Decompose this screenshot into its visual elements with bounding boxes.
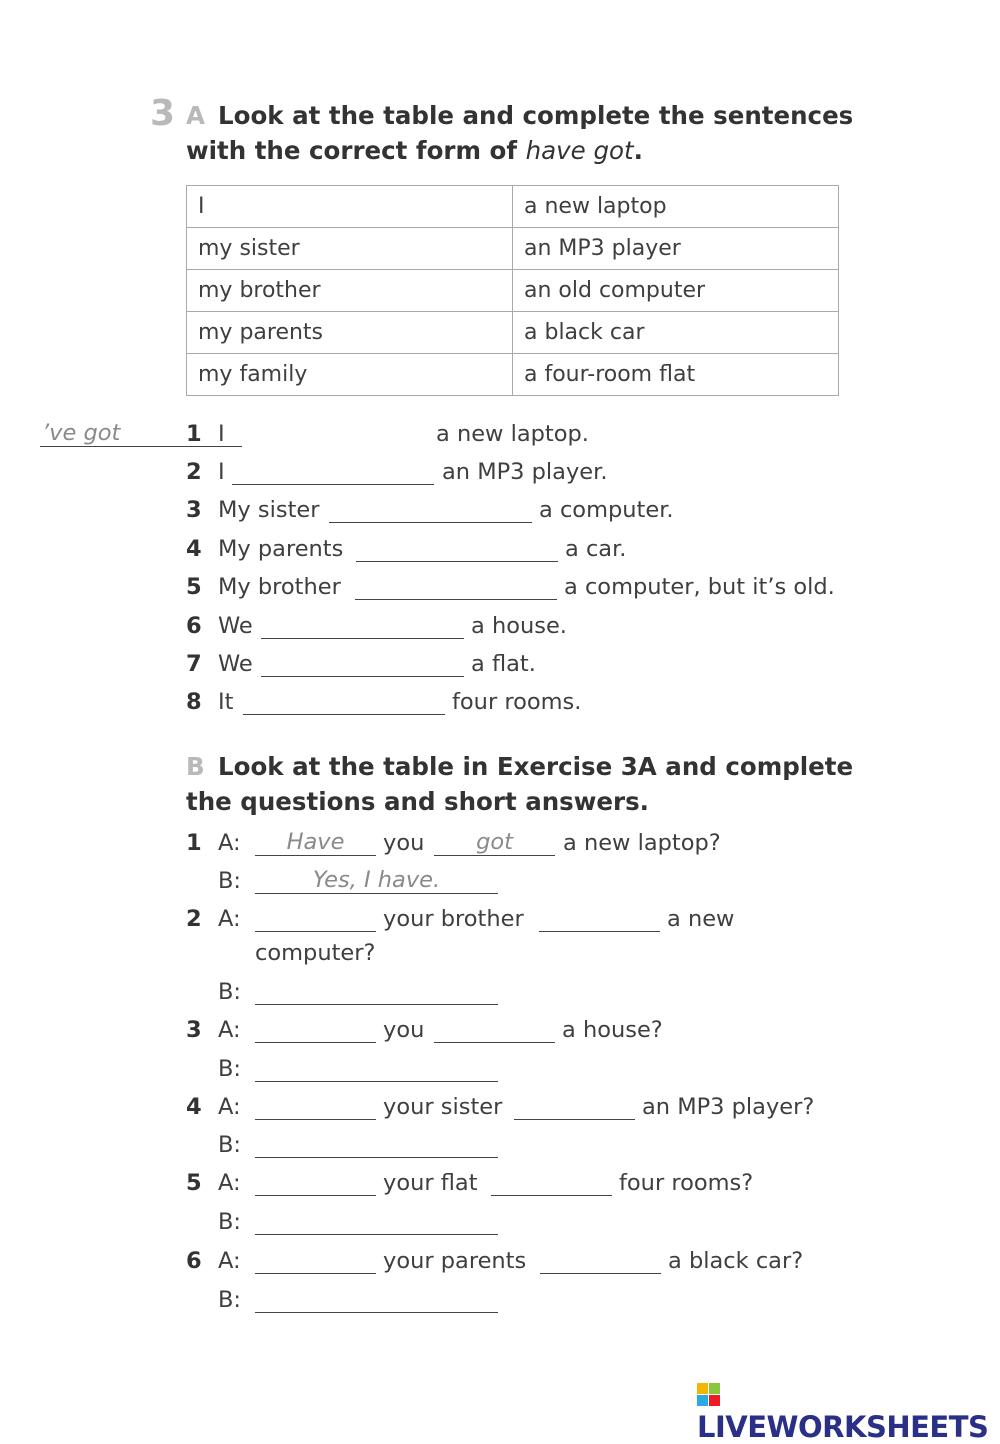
answer-text: Have [286,829,345,855]
sentence-end: a computer, but it’s old. [564,574,835,600]
sentence-end: a car. [565,536,627,562]
sentence-end: an MP3 player. [442,459,608,485]
table-cell-what: a black car [513,312,839,354]
question-number: 4 [186,1094,202,1120]
table-cell-who: my sister [187,228,513,270]
question-1-b [186,866,886,896]
question-4-b [186,1130,886,1160]
liveworksheets-logo-icon [697,1383,720,1406]
table-cell-who: I [187,186,513,228]
table-row [187,354,839,396]
sentence-number: 2 [186,459,202,485]
instruction-a-text: Look at the table and complete the sentences with the correct form of [186,101,854,165]
question-6-a [186,1246,886,1276]
table-cell-who: my brother [187,270,513,312]
answer-blank[interactable] [255,1093,376,1120]
sentence-number: 4 [186,536,202,562]
sentence-start: I [218,459,225,485]
answer-blank[interactable] [539,905,660,932]
answer-blank[interactable] [255,978,498,1005]
sentence-end: a new laptop. [436,421,589,447]
sentence-number: 5 [186,574,202,600]
sentence-end: four rooms. [452,689,582,715]
speaker-b-label: B: [218,1056,242,1082]
sentence-8 [186,687,886,717]
question-middle: your flat [383,1170,478,1196]
instruction-a-end: . [633,136,643,165]
speaker-b-label: B: [218,868,242,894]
question-number: 1 [186,830,202,856]
sentence-number: 1 [186,421,202,447]
answer-blank[interactable] [40,420,242,447]
answer-blank[interactable] [255,1131,498,1158]
sentence-end: a flat. [471,651,536,677]
question-end: a new laptop? [563,830,721,856]
answer-blank[interactable] [540,1247,661,1274]
sentence-number: 6 [186,613,202,639]
answer-blank[interactable] [255,1247,376,1274]
answer-blank[interactable] [434,1016,555,1043]
answer-blank[interactable] [255,1016,376,1043]
table-row [187,228,839,270]
question-end: a new [667,906,735,932]
table-cell-who: my parents [187,312,513,354]
question-3-a [186,1015,886,1045]
sentence-number: 7 [186,651,202,677]
question-end: an MP3 player? [642,1094,815,1120]
sentence-start: My sister [218,497,320,523]
exercise-number: 3 [150,93,176,134]
liveworksheets-logo[interactable] [697,1376,1000,1444]
speaker-a-label: A: [218,1170,241,1196]
table-cell-what: a new laptop [513,186,839,228]
question-end-line2: computer? [255,940,376,966]
question-1-a [186,828,886,858]
question-number: 5 [186,1170,202,1196]
speaker-a-label: A: [218,1248,241,1274]
question-number: 2 [186,906,202,932]
sentence-number: 3 [186,497,202,523]
sentence-start: It [218,689,234,715]
question-4-a [186,1092,886,1122]
instruction-a [186,98,870,168]
question-middle: your parents [383,1248,527,1274]
table-cell-what: a four-room flat [513,354,839,396]
table-row [187,312,839,354]
question-2-b [186,977,886,1007]
speaker-a-label: A: [218,830,241,856]
speaker-a-label: A: [218,1094,241,1120]
sentence-start: My parents [218,536,344,562]
answer-blank[interactable] [243,688,445,715]
question-middle: you [383,830,425,856]
question-middle: you [383,1017,425,1043]
answer-blank[interactable] [255,1286,498,1313]
question-5-a [186,1168,886,1198]
answer-text: got [476,829,513,855]
sentence-4 [186,534,886,564]
sentence-start: We [218,613,253,639]
question-end: a house? [562,1017,663,1043]
speaker-b-label: B: [218,1132,242,1158]
sentence-end: a computer. [539,497,674,523]
question-end: four rooms? [619,1170,754,1196]
possessions-table [186,185,839,396]
question-5-b [186,1207,886,1237]
speaker-b-label: B: [218,1287,242,1313]
answer-text: Yes, I have. [312,867,441,893]
question-3-b [186,1054,886,1084]
question-2-a [186,904,886,934]
answer-blank[interactable] [329,496,532,523]
answer-blank[interactable] [255,867,498,894]
table-row [187,270,839,312]
table-cell-what: an MP3 player [513,228,839,270]
logo-text: LIVEWORKSHEETS [697,1410,989,1444]
speaker-b-label: B: [218,1209,242,1235]
instruction-b: Look at the table in Exercise 3A and complete the questions and short answers. [186,752,854,816]
answer-blank[interactable] [255,829,376,856]
sentence-2 [186,457,886,487]
question-middle: your sister [383,1094,503,1120]
speaker-a-label: A: [218,1017,241,1043]
answer-blank[interactable] [514,1093,635,1120]
answer-text: ’ve got [42,420,121,446]
answer-blank[interactable] [261,612,464,639]
answer-blank[interactable] [255,905,376,932]
answer-blank[interactable] [255,1055,498,1082]
question-number: 3 [186,1017,202,1043]
question-2-a-cont [186,938,886,968]
sentence-start: We [218,651,253,677]
instruction-a-italic: have got [525,136,634,165]
question-end: a black car? [668,1248,804,1274]
answer-blank[interactable] [434,829,555,856]
exercise-letter-b: B [186,752,205,781]
sentence-6 [186,611,886,641]
speaker-a-label: A: [218,906,241,932]
question-middle: your brother [383,906,524,932]
table-cell-who: my family [187,354,513,396]
question-number: 6 [186,1248,202,1274]
sentence-3 [186,495,886,525]
answer-blank[interactable] [356,535,558,562]
answer-blank[interactable] [255,1169,376,1196]
answer-blank[interactable] [491,1169,612,1196]
answer-blank[interactable] [232,458,434,485]
sentence-start: I [218,421,225,447]
sentence-5 [186,572,886,602]
question-6-b [186,1285,886,1315]
sentence-1 [42,419,886,449]
sentence-7 [186,649,886,679]
sentence-start: My brother [218,574,341,600]
speaker-b-label: B: [218,979,242,1005]
exercise-letter-a: A [186,101,205,130]
answer-blank[interactable] [261,650,464,677]
table-row [187,186,839,228]
table-cell-what: an old computer [513,270,839,312]
sentence-number: 8 [186,689,202,715]
sentence-end: a house. [471,613,567,639]
answer-blank[interactable] [355,573,557,600]
answer-blank[interactable] [255,1208,498,1235]
